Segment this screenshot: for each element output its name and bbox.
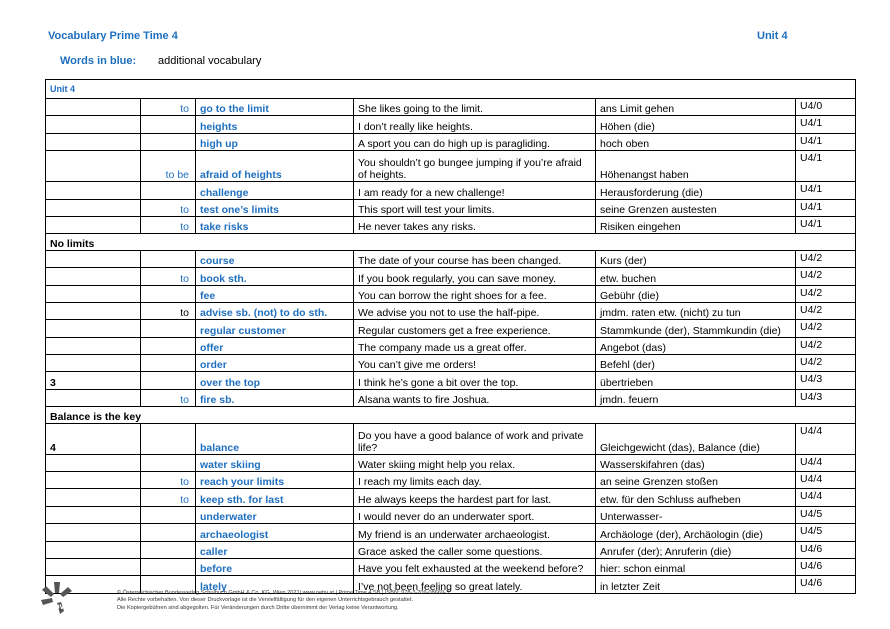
example-sentence: I would never do an underwater sport. — [354, 506, 596, 523]
unit-reference: U4/2 — [796, 320, 856, 337]
unit-reference: U4/0 — [796, 99, 856, 116]
example-sentence: He always keeps the hardest part for last. — [354, 489, 596, 506]
table-row — [46, 472, 856, 489]
table-row — [46, 423, 856, 454]
word-prefix: to — [141, 302, 196, 319]
example-sentence: Alsana wants to fire Joshua. — [354, 389, 596, 406]
german-translation: seine Grenzen austesten — [596, 199, 796, 216]
german-translation: Gebühr (die) — [596, 285, 796, 302]
word-prefix: to — [141, 472, 196, 489]
example-sentence: I am ready for a new challenge! — [354, 182, 596, 199]
unit-label: Unit 4 — [757, 30, 788, 42]
word-prefix — [141, 524, 196, 541]
table-row — [46, 182, 856, 199]
vocabulary-word: over the top — [196, 372, 354, 389]
example-sentence: We advise you not to use the half-pipe. — [354, 302, 596, 319]
vocabulary-word: reach your limits — [196, 472, 354, 489]
unit-reference: U4/4 — [796, 472, 856, 489]
unit-reference: U4/6 — [796, 576, 856, 593]
german-translation: Höhenangst haben — [596, 151, 796, 182]
example-sentence: I think he’s gone a bit over the top. — [354, 372, 596, 389]
word-prefix — [141, 133, 196, 150]
example-sentence: Have you felt exhausted at the weekend before? — [354, 558, 596, 575]
example-sentence: I’ve not been feeling so great lately. — [354, 576, 596, 593]
unit-reference: U4/2 — [796, 337, 856, 354]
unit-reference: U4/4 — [796, 489, 856, 506]
oebv-logo-icon — [40, 581, 74, 615]
unit-reference: U4/2 — [796, 250, 856, 267]
example-sentence: You can borrow the right shoes for a fee. — [354, 285, 596, 302]
vocabulary-word: advise sb. (not) to do sth. — [196, 302, 354, 319]
example-sentence: He never takes any risks. — [354, 216, 596, 233]
example-sentence: She likes going to the limit. — [354, 99, 596, 116]
example-sentence: I don’t really like heights. — [354, 116, 596, 133]
table-row — [46, 99, 856, 116]
row-number — [46, 302, 141, 319]
unit-reference: U4/6 — [796, 558, 856, 575]
word-prefix: to — [141, 216, 196, 233]
word-prefix — [141, 320, 196, 337]
german-translation: hier: schon einmal — [596, 558, 796, 575]
vocabulary-word: fire sb. — [196, 389, 354, 406]
vocabulary-word: course — [196, 250, 354, 267]
vocabulary-word: take risks — [196, 216, 354, 233]
german-translation: Unterwasser- — [596, 506, 796, 523]
copyright-footer — [117, 590, 449, 612]
vocabulary-word: balance — [196, 423, 354, 454]
row-number: 3 — [46, 372, 141, 389]
word-prefix: to — [141, 489, 196, 506]
section-heading: No limits — [46, 234, 856, 250]
german-translation: übertrieben — [596, 372, 796, 389]
table-row — [46, 541, 856, 558]
row-number — [46, 285, 141, 302]
example-sentence: Regular customers get a free experience. — [354, 320, 596, 337]
german-translation: Kurs (der) — [596, 250, 796, 267]
vocabulary-word: book sth. — [196, 268, 354, 285]
word-prefix: to — [141, 199, 196, 216]
vocabulary-word: regular customer — [196, 320, 354, 337]
vocabulary-word: order — [196, 355, 354, 372]
unit-reference: U4/3 — [796, 372, 856, 389]
vocabulary-word: challenge — [196, 182, 354, 199]
word-prefix — [141, 372, 196, 389]
row-number — [46, 133, 141, 150]
row-number — [46, 337, 141, 354]
row-number — [46, 355, 141, 372]
example-sentence: The date of your course has been changed. — [354, 250, 596, 267]
unit-reference: U4/4 — [796, 423, 856, 454]
table-row — [46, 320, 856, 337]
vocabulary-table — [45, 79, 856, 594]
unit-reference: U4/2 — [796, 302, 856, 319]
row-number — [46, 558, 141, 575]
word-prefix — [141, 454, 196, 471]
row-number: 4 — [46, 423, 141, 454]
vocabulary-word: offer — [196, 337, 354, 354]
german-translation: etw. für den Schluss aufheben — [596, 489, 796, 506]
vocabulary-word: keep sth. for last — [196, 489, 354, 506]
example-sentence: You can’t give me orders! — [354, 355, 596, 372]
section-row — [46, 407, 856, 423]
word-prefix — [141, 337, 196, 354]
german-translation: in letzter Zeit — [596, 576, 796, 593]
word-prefix — [141, 182, 196, 199]
unit-reference: U4/1 — [796, 182, 856, 199]
unit-reference: U4/1 — [796, 116, 856, 133]
table-row — [46, 454, 856, 471]
example-sentence: My friend is an underwater archaeologist. — [354, 524, 596, 541]
table-row — [46, 268, 856, 285]
vocabulary-word: test one’s limits — [196, 199, 354, 216]
word-prefix — [141, 506, 196, 523]
row-number — [46, 506, 141, 523]
german-translation: ans Limit gehen — [596, 99, 796, 116]
table-row — [46, 199, 856, 216]
unit-reference: U4/5 — [796, 506, 856, 523]
row-number — [46, 454, 141, 471]
vocabulary-word: afraid of heights — [196, 151, 354, 182]
unit-header-row — [46, 80, 856, 99]
table-row — [46, 216, 856, 233]
table-row — [46, 116, 856, 133]
german-translation: jmdn. feuern — [596, 389, 796, 406]
vocabulary-word: heights — [196, 116, 354, 133]
german-translation: Archäologe (der), Archäologin (die) — [596, 524, 796, 541]
german-translation: jmdm. raten etw. (nicht) zu tun — [596, 302, 796, 319]
example-sentence: A sport you can do high up is paragliding. — [354, 133, 596, 150]
example-sentence: You shouldn’t go bungee jumping if you’re afraid of heights. — [354, 151, 596, 182]
vocabulary-word: go to the limit — [196, 99, 354, 116]
german-translation: Angebot (das) — [596, 337, 796, 354]
section-heading: Balance is the key — [46, 407, 856, 423]
word-prefix: to be — [141, 151, 196, 182]
example-sentence: I reach my limits each day. — [354, 472, 596, 489]
row-number — [46, 216, 141, 233]
row-number — [46, 472, 141, 489]
german-translation: an seine Grenzen stoßen — [596, 472, 796, 489]
unit-reference: U4/4 — [796, 454, 856, 471]
vocabulary-word: before — [196, 558, 354, 575]
vocabulary-table-body — [46, 80, 856, 594]
table-row — [46, 489, 856, 506]
row-number — [46, 182, 141, 199]
word-prefix: to — [141, 268, 196, 285]
vocabulary-word: water skiing — [196, 454, 354, 471]
word-prefix — [141, 250, 196, 267]
word-prefix — [141, 541, 196, 558]
vocabulary-word: archaeologist — [196, 524, 354, 541]
german-translation: hoch oben — [596, 133, 796, 150]
unit-header-cell: Unit 4 — [46, 80, 856, 99]
unit-reference: U4/5 — [796, 524, 856, 541]
footer-line: © Österreichischer Bundesverlag Schulbuch GmbH & Co. KG, Wien 2021| www.oebv.at | Prime Time 4 SB | ISBN: 978-3-209-08669-3 — [117, 590, 450, 596]
legend-text: additional vocabulary — [158, 55, 262, 67]
section-row — [46, 234, 856, 250]
german-translation: etw. buchen — [596, 268, 796, 285]
german-translation: Stammkunde (der), Stammkundin (die) — [596, 320, 796, 337]
page-title: Vocabulary Prime Time 4 — [48, 30, 178, 42]
table-row — [46, 302, 856, 319]
word-prefix — [141, 355, 196, 372]
row-number — [46, 389, 141, 406]
unit-reference: U4/2 — [796, 268, 856, 285]
german-translation: Wasserskifahren (das) — [596, 454, 796, 471]
word-prefix — [141, 285, 196, 302]
row-number — [46, 489, 141, 506]
word-prefix — [141, 423, 196, 454]
word-prefix: to — [141, 389, 196, 406]
german-translation: Höhen (die) — [596, 116, 796, 133]
row-number — [46, 268, 141, 285]
vocabulary-word: underwater — [196, 506, 354, 523]
unit-reference: U4/2 — [796, 355, 856, 372]
unit-reference: U4/1 — [796, 133, 856, 150]
unit-reference: U4/1 — [796, 199, 856, 216]
row-number — [46, 116, 141, 133]
table-row — [46, 151, 856, 182]
table-row — [46, 337, 856, 354]
table-row — [46, 250, 856, 267]
footer-line: Alle Rechte vorbehalten. Von dieser Druckvorlage ist die Vervielfältigung für den eigenen Unterrichtsgebrauch gestattet. — [117, 597, 414, 604]
table-row — [46, 558, 856, 575]
table-row — [46, 285, 856, 302]
german-translation: Risiken eingehen — [596, 216, 796, 233]
vocabulary-word: fee — [196, 285, 354, 302]
vocabulary-word: caller — [196, 541, 354, 558]
word-prefix: to — [141, 99, 196, 116]
row-number — [46, 320, 141, 337]
table-row — [46, 372, 856, 389]
german-translation: Anrufer (der); Anruferin (die) — [596, 541, 796, 558]
german-translation: Gleichgewicht (das), Balance (die) — [596, 423, 796, 454]
table-row — [46, 506, 856, 523]
german-translation: Befehl (der) — [596, 355, 796, 372]
word-prefix — [141, 116, 196, 133]
unit-reference: U4/2 — [796, 285, 856, 302]
vocabulary-word: high up — [196, 133, 354, 150]
example-sentence: This sport will test your limits. — [354, 199, 596, 216]
example-sentence: If you book regularly, you can save money. — [354, 268, 596, 285]
row-number — [46, 99, 141, 116]
vocabulary-word: lately — [196, 576, 354, 593]
row-number — [46, 250, 141, 267]
row-number — [46, 151, 141, 182]
footer-line: Die Kopiergebühren sind abgegolten. Für Veränderungen durch Dritte übernimmt der Verlag keine Verantwortung. — [117, 604, 399, 611]
row-number — [46, 541, 141, 558]
table-row — [46, 389, 856, 406]
legend-label: Words in blue: — [60, 55, 137, 67]
row-number — [46, 524, 141, 541]
unit-reference: U4/6 — [796, 541, 856, 558]
example-sentence: Do you have a good balance of work and private life? — [354, 423, 596, 454]
table-row — [46, 133, 856, 150]
german-translation: Herausforderung (die) — [596, 182, 796, 199]
logo-text: öbv — [49, 602, 65, 611]
unit-reference: U4/1 — [796, 151, 856, 182]
row-number — [46, 199, 141, 216]
unit-reference: U4/1 — [796, 216, 856, 233]
example-sentence: The company made us a great offer. — [354, 337, 596, 354]
example-sentence: Water skiing might help you relax. — [354, 454, 596, 471]
table-row — [46, 524, 856, 541]
unit-reference: U4/3 — [796, 389, 856, 406]
example-sentence: Grace asked the caller some questions. — [354, 541, 596, 558]
word-prefix — [141, 558, 196, 575]
table-row — [46, 355, 856, 372]
